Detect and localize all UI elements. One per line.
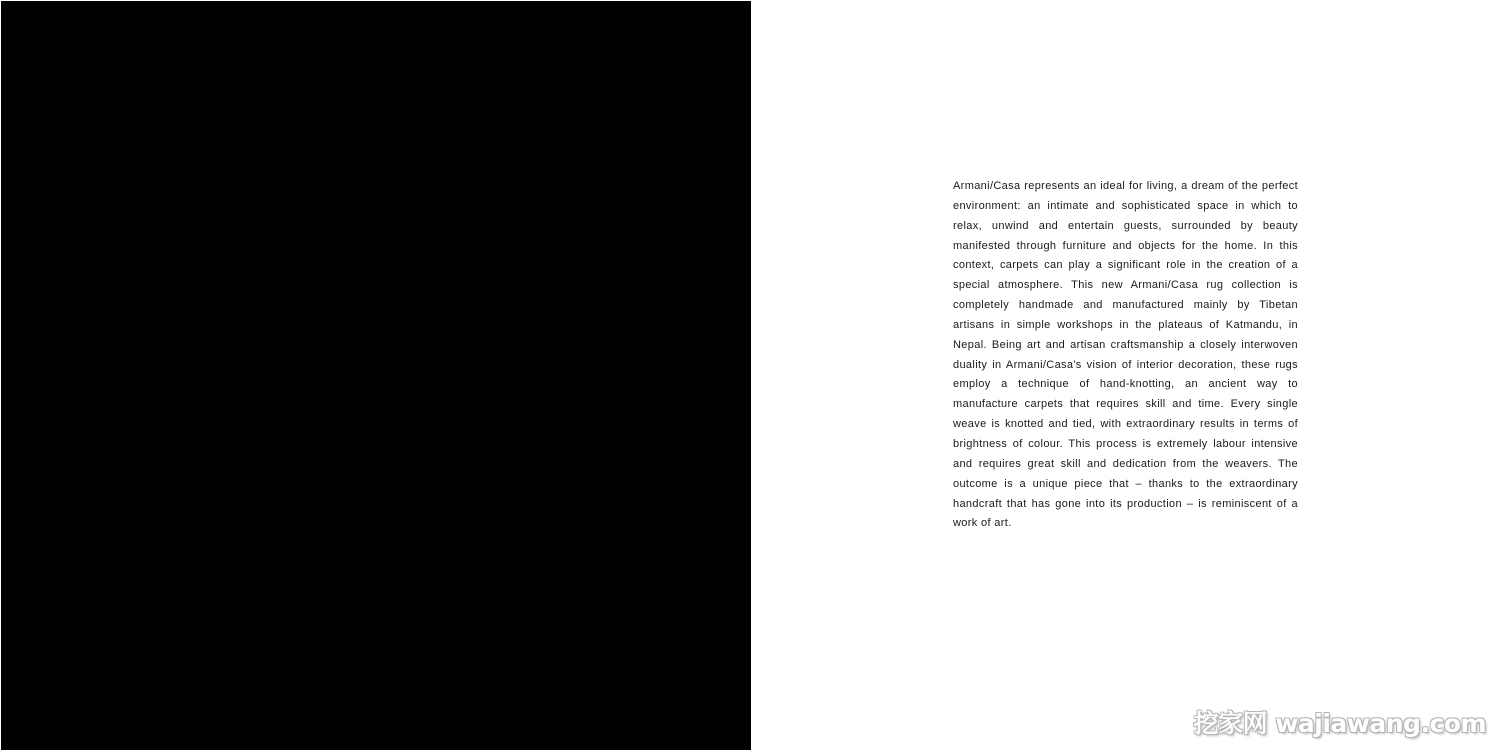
black-left-page [1, 1, 751, 750]
body-paragraph: Armani/Casa represents an ideal for living, a dream of the perfect environment: an intimate and sophisticated space in which to relax, unwind and entertain guests, surrounded by beauty manifested through furniture and objects for the home. In this context, carpets can play a significant role in the creation of a special atmosphere. This new Armani/Casa rug collection is completely handmade and manufactured mainly by Tibetan artisans in simple workshops in the plateaus of Katmandu, in Nepal. Being art and artisan craftsmanship a closely interwoven duality in Armani/Casa's vision of interior decoration, these rugs employ a technique of hand-knotting, an ancient way to manufacture carpets that requires skill and time. Every single weave is knotted and tied, with extraordinary results in terms of brightness of colour. This process is extremely labour intensive and requires great skill and dedication from the weavers. The outcome is a unique piece that – thanks to the extraordinary handcraft that has gone into its production – is reminiscent of a work of art. [953, 180, 1298, 530]
site-watermark: 挖家网 wajiawang.com [1193, 709, 1486, 738]
